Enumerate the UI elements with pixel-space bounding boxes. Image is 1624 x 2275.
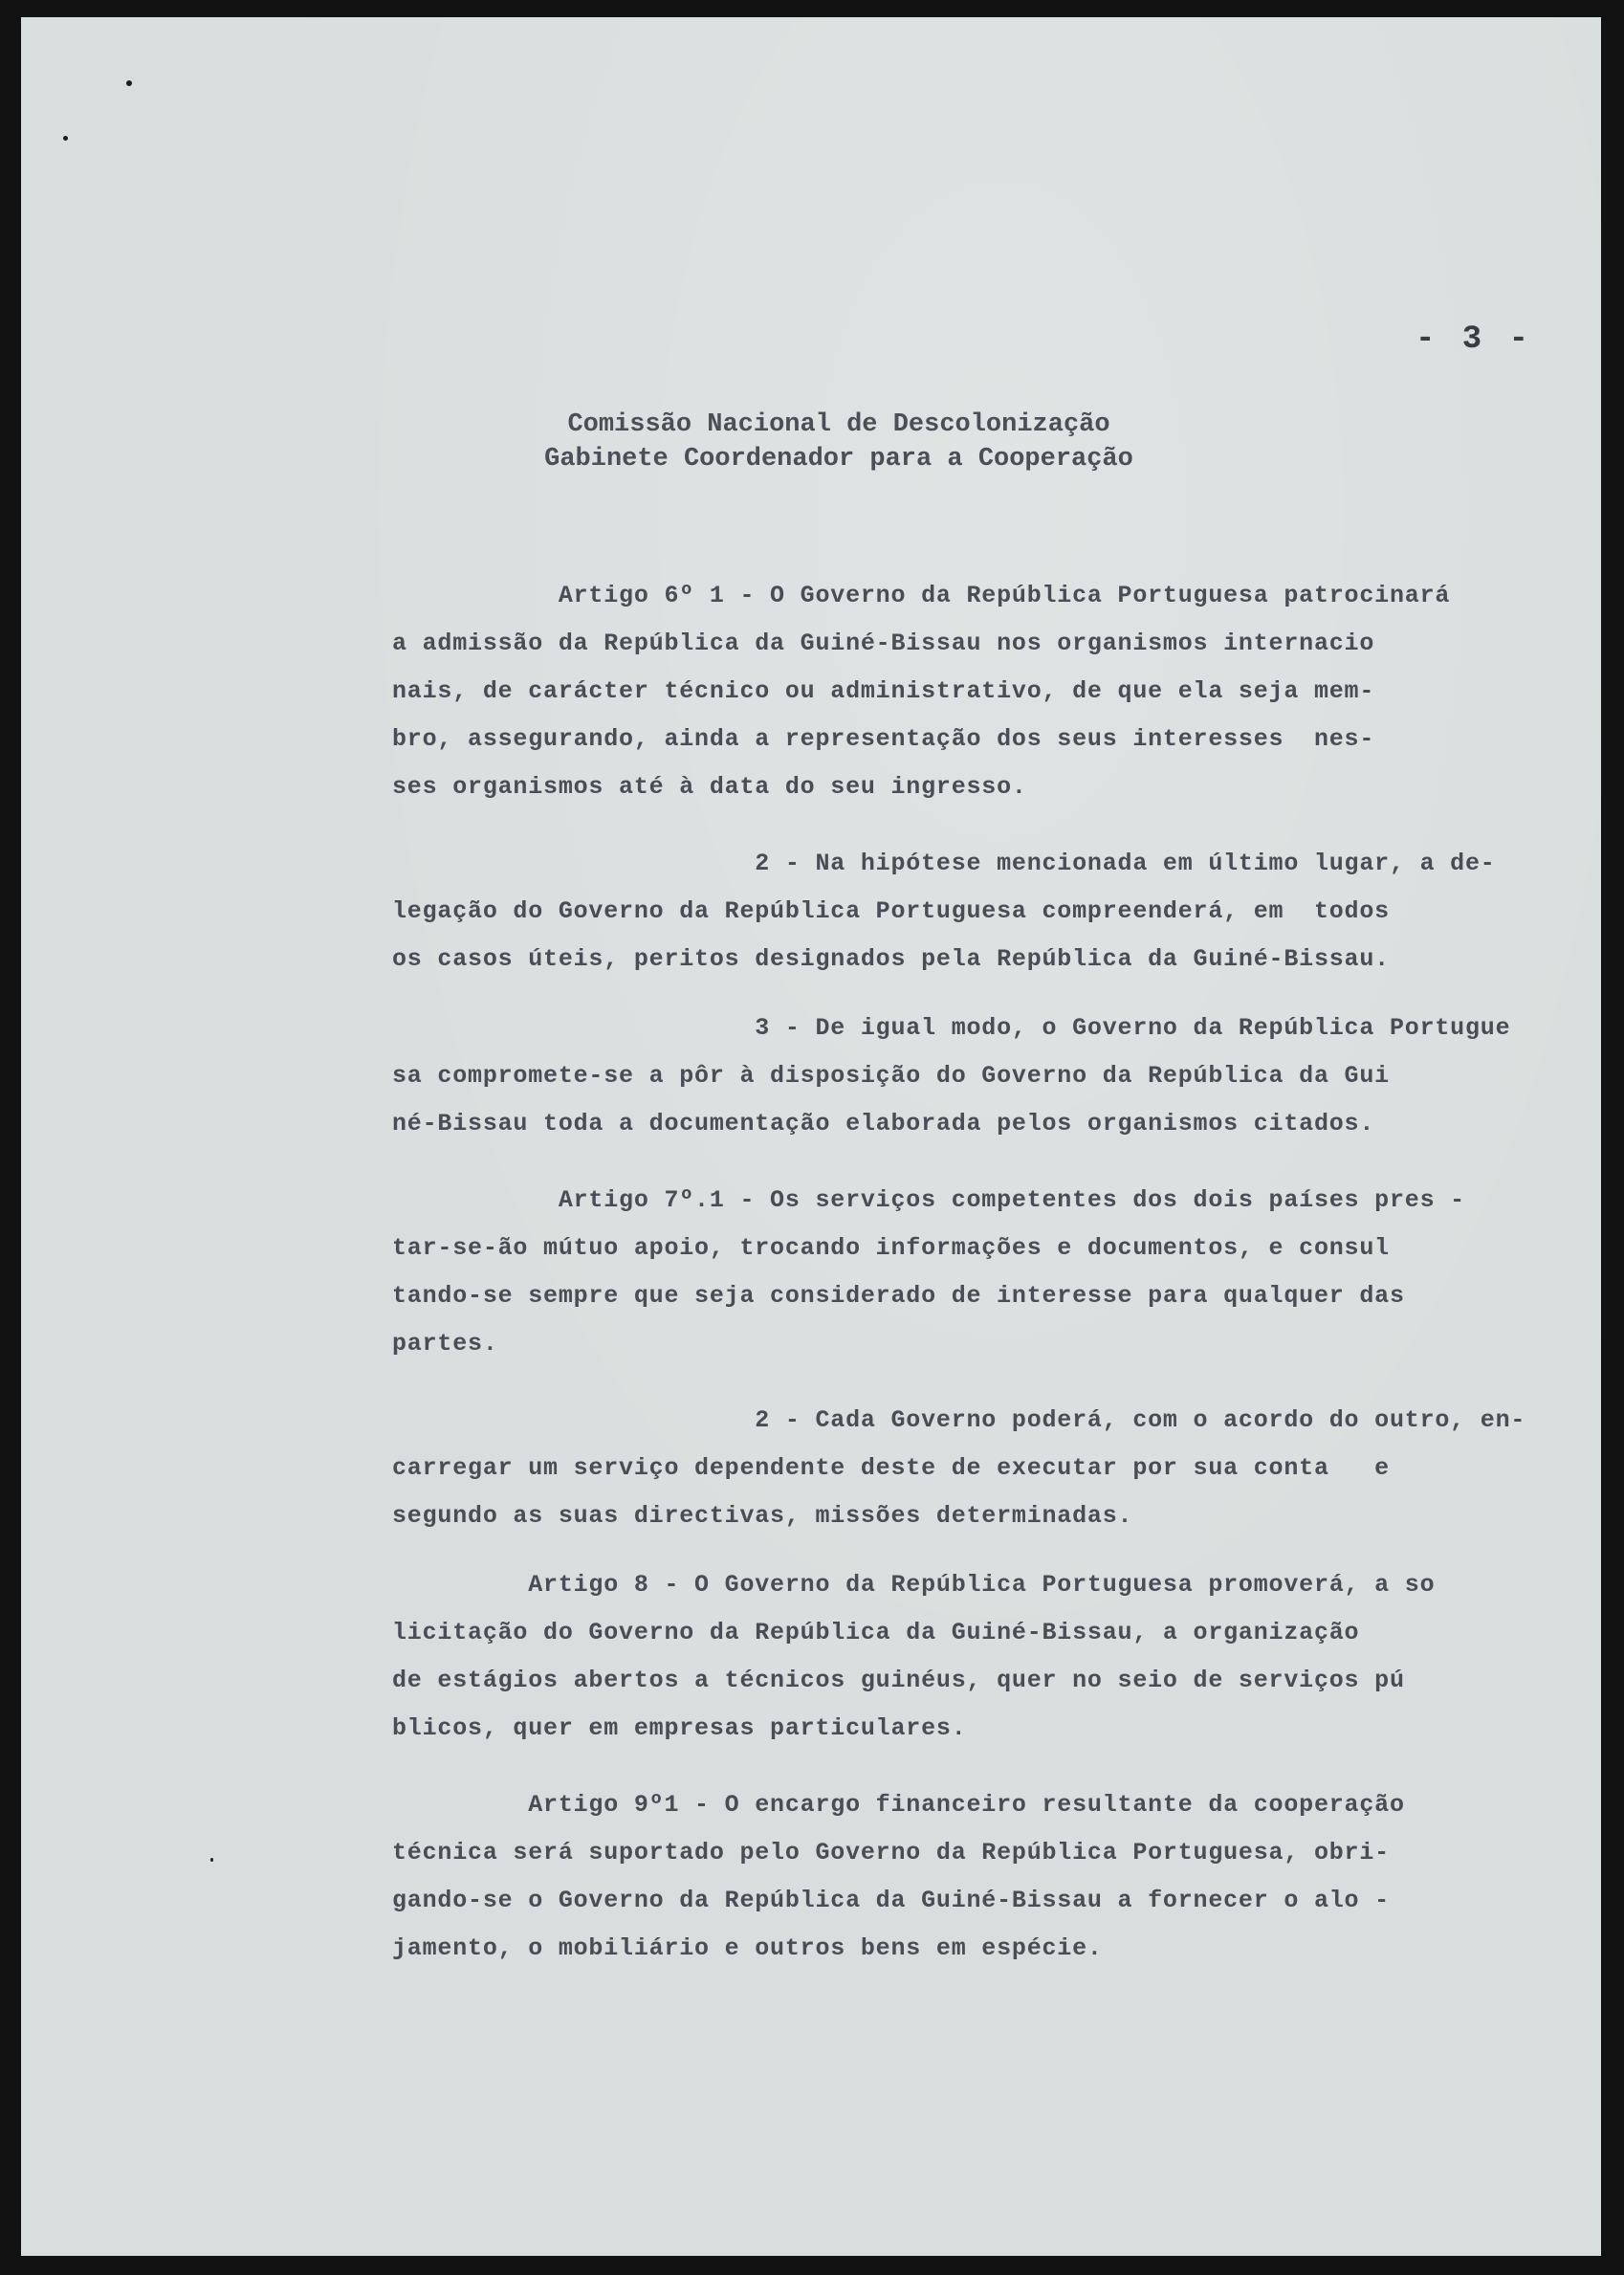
- text-line: sa compromete-se a pôr à disposição do Governo da República da Gui: [392, 1062, 1390, 1090]
- paragraph-art6-2: [392, 840, 1549, 983]
- document-page: [21, 17, 1601, 2256]
- text-line: Artigo 7º.1 - Os serviços competentes dos dois países pres -: [392, 1186, 1465, 1214]
- text-line: Artigo 9º1 - O encargo financeiro resultante da cooperação: [392, 1791, 1405, 1819]
- ink-speck: [210, 1858, 213, 1862]
- text-line: né-Bissau toda a documentação elaborada pelos organismos citados.: [392, 1110, 1375, 1138]
- letterhead-line-2: Gabinete Coordenador para a Cooperação: [544, 445, 1133, 474]
- text-line: blicos, quer em empresas particulares.: [392, 1714, 967, 1742]
- ink-speck: [63, 136, 68, 141]
- text-line: ses organismos até à data do seu ingresso.: [392, 773, 1027, 801]
- text-line: bro, assegurando, ainda a representação dos seus interesses nes-: [392, 725, 1375, 753]
- text-line: Artigo 8 - O Governo da República Portuguesa promoverá, a so: [392, 1571, 1436, 1599]
- paragraph-art6-1: [392, 572, 1549, 811]
- text-line: partes.: [392, 1330, 498, 1358]
- text-line: segundo as suas directivas, missões determinadas.: [392, 1502, 1133, 1530]
- text-line: jamento, o mobiliário e outros bens em espécie.: [392, 1934, 1103, 1962]
- paragraph-art7-1: [392, 1177, 1549, 1368]
- ink-speck: [126, 80, 132, 86]
- text-line: Artigo 6º 1 - O Governo da República Portuguesa patrocinará: [392, 582, 1451, 609]
- text-line: tar-se-ão mútuo apoio, trocando informações e documentos, e consul: [392, 1234, 1390, 1262]
- text-line: 3 - De igual modo, o Governo da República Portugue: [392, 1014, 1511, 1042]
- text-line: gando-se o Governo da República da Guiné-Bissau a fornecer o alo -: [392, 1887, 1390, 1914]
- letterhead: [21, 408, 1601, 476]
- text-line: carregar um serviço dependente deste de executar por sua conta e: [392, 1454, 1390, 1482]
- paragraph-art6-3: [392, 1005, 1549, 1148]
- text-line: nais, de carácter técnico ou administrativo, de que ela seja mem-: [392, 677, 1375, 705]
- text-line: a admissão da República da Guiné-Bissau nos organismos internacio: [392, 629, 1375, 657]
- document-body: [392, 572, 1549, 2001]
- text-line: técnica será suportado pelo Governo da República Portuguesa, obri-: [392, 1839, 1390, 1866]
- paragraph-art8: [392, 1561, 1549, 1753]
- text-line: tando-se sempre que seja considerado de interesse para qualquer das: [392, 1282, 1405, 1310]
- paragraph-art9-1: [392, 1781, 1549, 1973]
- text-line: os casos úteis, peritos designados pela República da Guiné-Bissau.: [392, 945, 1390, 973]
- text-line: 2 - Cada Governo poderá, com o acordo do outro, en-: [392, 1406, 1526, 1434]
- page-number: - 3 -: [1415, 321, 1532, 358]
- text-line: legação do Governo da República Portuguesa compreenderá, em todos: [392, 897, 1390, 925]
- text-line: de estágios abertos a técnicos guinéus, quer no seio de serviços pú: [392, 1667, 1405, 1694]
- paragraph-art7-2: [392, 1397, 1549, 1540]
- letterhead-line-1: Comissão Nacional de Descolonização: [567, 410, 1110, 439]
- text-line: 2 - Na hipótese mencionada em último lugar, a de-: [392, 850, 1496, 877]
- text-line: licitação do Governo da República da Guiné-Bissau, a organização: [392, 1619, 1360, 1646]
